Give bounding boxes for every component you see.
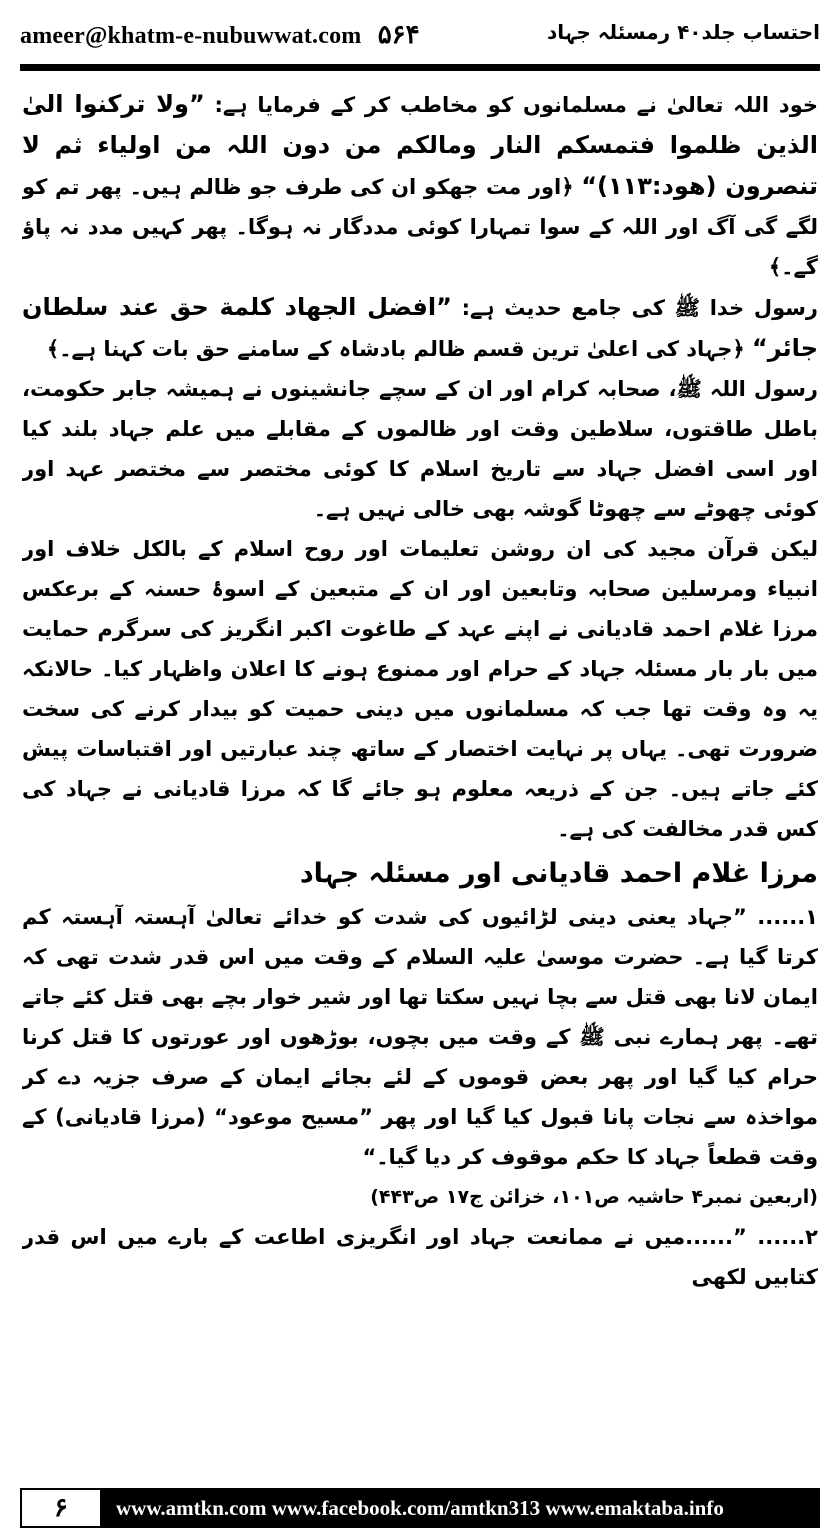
page-footer (20, 1488, 820, 1528)
email-text: ameer@khatm-e-nubuwwat.com (20, 23, 362, 49)
verse-intro: خود اللہ تعالیٰ نے مسلمانوں کو مخاطب کر کے فرمایا ہے: (214, 93, 818, 117)
page-body (22, 84, 818, 1464)
paragraph-contrast: لیکن قرآن مجید کی ان روشن تعلیمات اور روح اسلام کے بالکل خلاف اور انبیاء ومرسلین صحابہ وتابعین اور ان کے متبعین کے اسوۂ حسنہ کے برعکس مرزا غلام احمد قادیانی نے اپنے عہد کے طاغوت اکبر انگریز کی سرگرم حمایت میں بار بار مسئلہ جہاد کے حرام اور ممنوع ہونے کا اعلان واظہار کیا۔ حالانکہ یہ وہ وقت تھا جب کہ مسلمانوں میں دینی حمیت کو بیدار کرنے کی سخت ضرورت تھی۔ یہاں پر نہایت اختصار کے ساتھ چند عبارتیں اور اقتباسات پیش کئے جاتے ہیں۔ جن کے ذریعہ معلوم ہو جائے گا کہ مرزا قادیانی نے جہاد کی کس قدر مخالفت کی ہے۔ (22, 537, 818, 841)
paragraph-quran-verse (22, 84, 818, 287)
page-header (20, 18, 820, 58)
footer-page-number: ۶ (20, 1488, 102, 1528)
quote-2: ۲...... ”......میں نے ممانعت جہاد اور انگریزی اطاعت کے بارے میں اس قدر کتابیں لکھی (22, 1225, 818, 1289)
verse-translation: ﴿اور مت جھکو ان کی طرف جو ظالم ہیں۔ پھر تم کو لگے گی آگ اور اللہ کے سوا تمہارا کوئی مددگار نہ ہوگا۔ پھر کہیں مدد نہ پاؤ گے۔﴾ (22, 175, 818, 279)
paragraph-history: رسول اللہ ﷺ، صحابہ کرام اور ان کے سچے جانشینوں نے ہمیشہ جابر حکومت، باطل طاقتوں، سلاطین وقت اور ظالموں کے مقابلے میں علم جہاد بلند کیا اور اسی افضل جہاد سے تاریخ اسلام کا کوئی مختصر سے مختصر عہد اور کوئی چھوٹے سے چھوٹا گوشہ بھی خالی نہیں ہے۔ (22, 377, 818, 521)
quote-1: ۱...... ”جہاد یعنی دینی لڑائیوں کی شدت کو خدائے تعالیٰ آہستہ آہستہ کم کرتا گیا ہے۔ حضرت موسیٰ علیہ السلام کے وقت میں اس قدر شدت تھی کہ ایمان لانا بھی قتل سے بچا نہیں سکتا تھا اور شیر خوار بچے بھی قتل کئے جاتے تھے۔ پھر ہمارے نبی ﷺ کے وقت میں بچوں، بوڑھوں اور عورتوں کا قتل کرنا حرام کیا گیا اور پھر بعض قوموں کے لئے بجائے ایمان کے صرف جزیہ دے کر مواخذہ سے نجات پانا قبول کیا گیا اور پھر ”مسیح موعود“ (مرزا قادیانی) کے وقت قطعاً جہاد کا حکم موقوف کر دیا گیا۔“ (22, 905, 818, 1169)
header-divider (20, 64, 820, 71)
quote-1-reference: (اربعین نمبر۴ حاشیہ ص۱۰۱، خزائن ج۱۷ ص۴۴۳) (370, 1186, 818, 1208)
section-heading: مرزا غلام احمد قادیانی اور مسئلہ جہاد (299, 858, 818, 889)
verse-arabic: ”ولا ترکنوا الیٰ الذین ظلموا فتمسکم النار ومالکم من دون اللہ من اولیاء ثم لا تنصرون (ھود:۱۱۳)“ (22, 90, 818, 200)
hadith-intro: رسول خدا ﷺ کی جامع حدیث ہے: (461, 296, 818, 320)
hadith-arabic: ”افضل الجهاد كلمة حق عند سلطان جائر“ (22, 293, 818, 362)
page-number: ۵۶۴ (377, 20, 420, 49)
header-title: احتساب جلد۴۰ رمسئلہ جہاد (546, 20, 820, 44)
header-email (20, 20, 420, 50)
hadith-translation: ﴿جہاد کی اعلیٰ ترین قسم ظالم بادشاہ کے سامنے حق بات کہنا ہے۔﴾ (46, 337, 745, 361)
paragraph-hadith (22, 287, 818, 369)
footer-urls: www.amtkn.com www.facebook.com/amtkn313 www.emaktaba.info (116, 1496, 724, 1520)
